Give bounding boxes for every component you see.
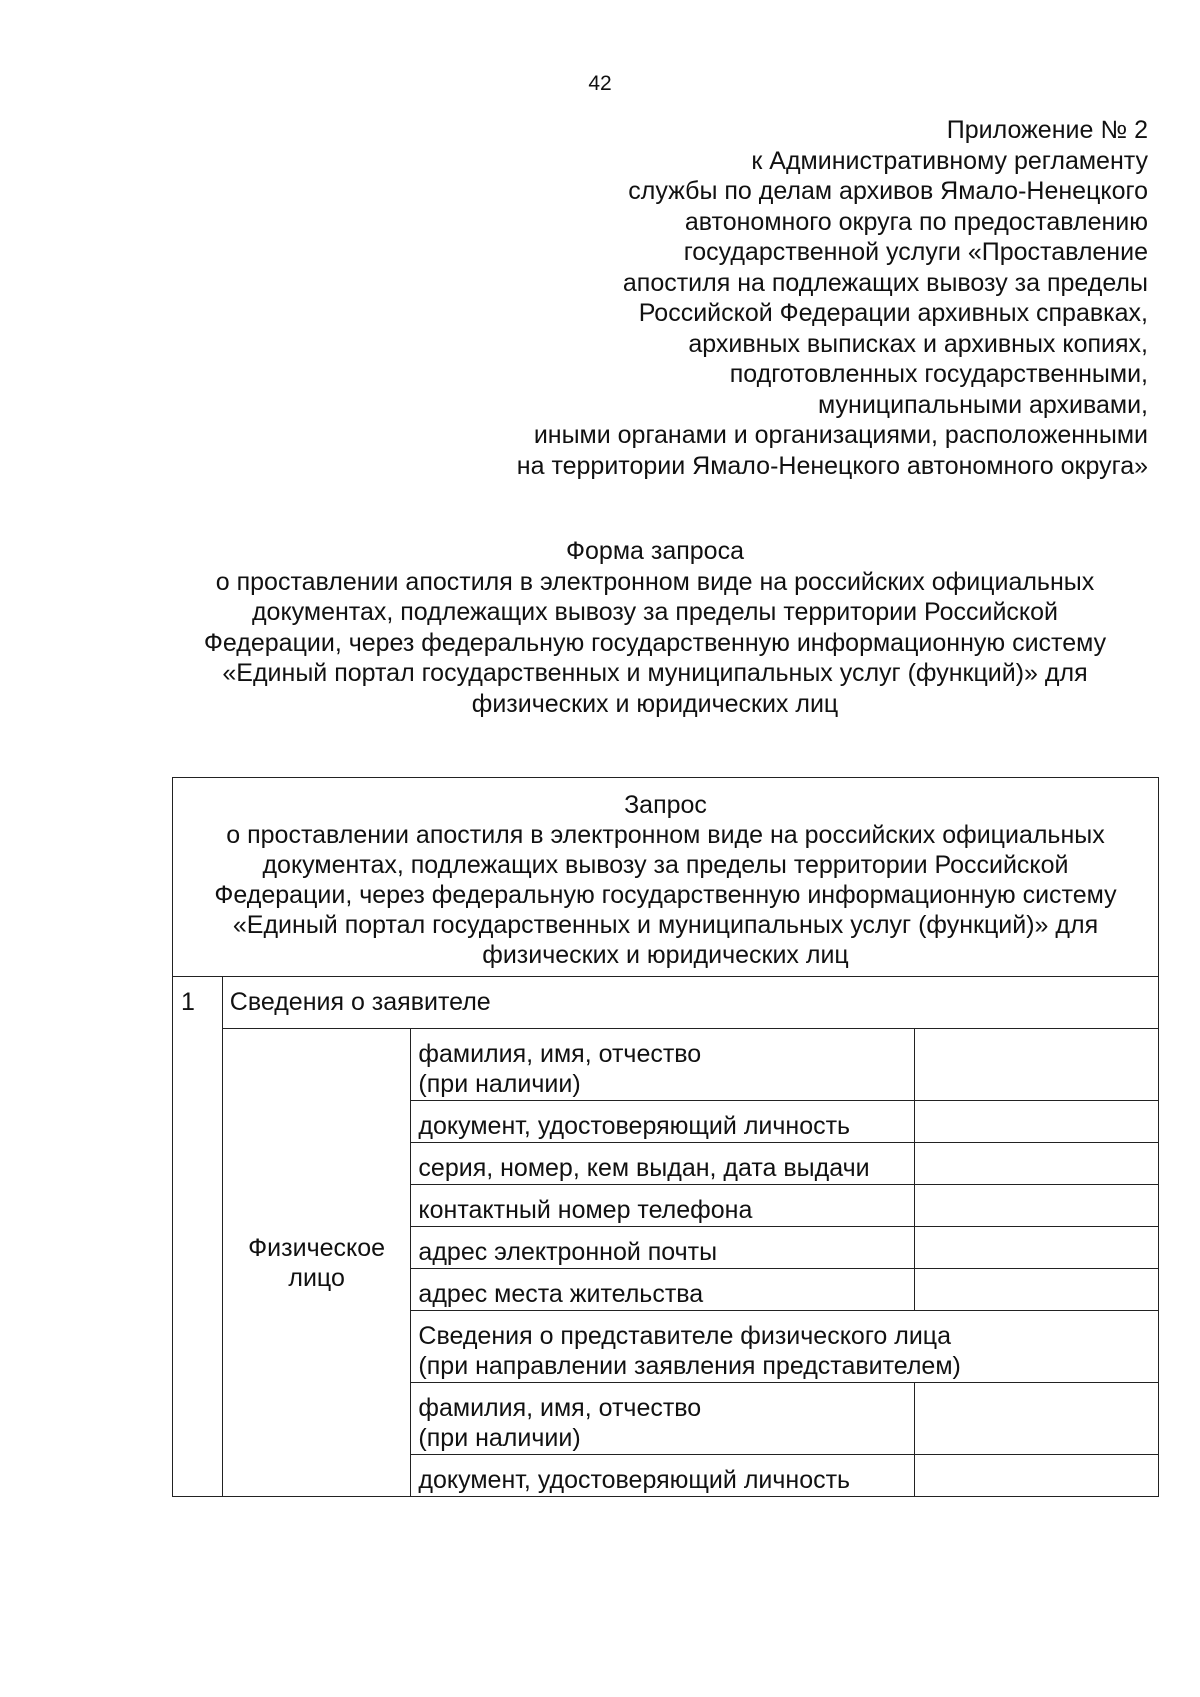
field-label-line: фамилия, имя, отчество	[418, 1394, 702, 1422]
appendix-line: Российской Федерации архивных справках,	[638, 299, 1148, 327]
form-title-line: Форма запроса	[566, 537, 744, 565]
identity-document-value-field[interactable]	[915, 1101, 1159, 1143]
appendix-line: апостиля на подлежащих вывозу за пределы	[622, 268, 1148, 297]
appendix-line: к Административному регламенту	[751, 146, 1148, 175]
field-label-line: контактный номер телефона	[418, 1196, 753, 1224]
appendix-line: Приложение № 2	[946, 116, 1148, 144]
field-label-line: документ, удостоверяющий личность	[418, 1112, 851, 1140]
document-details-value-field[interactable]	[915, 1143, 1159, 1185]
category-line: Физическое	[248, 1233, 386, 1262]
applicant-category	[222, 1029, 411, 1497]
field-label-phone	[411, 1185, 915, 1227]
email-value-field[interactable]	[915, 1227, 1159, 1269]
field-label-line: (при наличии)	[418, 1070, 581, 1098]
form-title-line: о проставлении апостиля в электронном виде на российских официальных	[215, 567, 1095, 596]
form-title	[170, 536, 1140, 719]
appendix-line: муниципальными архивами,	[818, 390, 1148, 419]
field-label-email	[411, 1227, 915, 1269]
page-number: 42	[588, 72, 612, 95]
residence-address-value-field[interactable]	[915, 1269, 1159, 1311]
request-header-line: «Единый портал государственных и муниципальных услуг (функций)» для	[232, 911, 1099, 939]
field-label-representative-identity-document	[411, 1455, 915, 1497]
form-title-line: Федерации, через федеральную государственную информационную систему	[203, 628, 1107, 657]
appendix-line: архивных выписках и архивных копиях,	[688, 329, 1148, 358]
representative-heading	[411, 1311, 1159, 1383]
field-label-residence-address	[411, 1269, 915, 1311]
field-label-line: фамилия, имя, отчество	[418, 1040, 702, 1068]
appendix-line: подготовленных государственными,	[729, 360, 1148, 388]
appendix-line: иными органами и организациями, расположенными	[533, 421, 1148, 449]
form-title-line: физических и юридических лиц	[471, 689, 839, 718]
phone-value-field[interactable]	[915, 1185, 1159, 1227]
appendix-header	[348, 115, 1148, 481]
appendix-line: на территории Ямало-Ненецкого автономного округа»	[516, 451, 1148, 480]
section-number: 1	[173, 977, 223, 1497]
request-header	[173, 778, 1159, 977]
request-header-line: Федерации, через федеральную государственную информационную систему	[214, 881, 1117, 909]
request-form-table	[172, 777, 1159, 1497]
field-label-full-name	[411, 1029, 915, 1101]
representative-full-name-value-field[interactable]	[915, 1383, 1159, 1455]
representative-heading-line: (при направлении заявления представителем)	[418, 1352, 961, 1380]
field-label-line: адрес места жительства	[418, 1280, 704, 1308]
representative-heading-line: Сведения о представителе физического лица	[418, 1322, 952, 1350]
form-title-line: документах, подлежащих вывозу за пределы территории Российской	[251, 598, 1059, 626]
appendix-line: государственной услуги «Проставление	[683, 238, 1148, 266]
field-label-line: документ, удостоверяющий личность	[418, 1466, 851, 1494]
appendix-line: службы по делам архивов Ямало-Ненецкого	[628, 177, 1148, 205]
request-header-line: документах, подлежащих вывозу за пределы территории Российской	[262, 851, 1069, 879]
representative-identity-document-value-field[interactable]	[915, 1455, 1159, 1497]
request-header-line: Запрос	[624, 791, 707, 819]
appendix-line: автономного округа по предоставлению	[684, 207, 1148, 236]
field-label-identity-document	[411, 1101, 915, 1143]
section-title: Сведения о заявителе	[222, 977, 1158, 1029]
form-title-line: «Единый портал государственных и муниципальных услуг (функций)» для	[222, 659, 1088, 687]
full-name-value-field[interactable]	[915, 1029, 1159, 1101]
field-label-line: серия, номер, кем выдан, дата выдачи	[418, 1154, 870, 1182]
field-label-line: адрес электронной почты	[418, 1238, 718, 1266]
field-label-representative-full-name	[411, 1383, 915, 1455]
category-line: лицо	[288, 1263, 345, 1292]
field-label-document-details	[411, 1143, 915, 1185]
request-header-line: физических и юридических лиц	[482, 941, 849, 969]
request-header-line: о проставлении апостиля в электронном виде на российских официальных	[226, 821, 1105, 849]
field-label-line: (при наличии)	[418, 1424, 581, 1452]
